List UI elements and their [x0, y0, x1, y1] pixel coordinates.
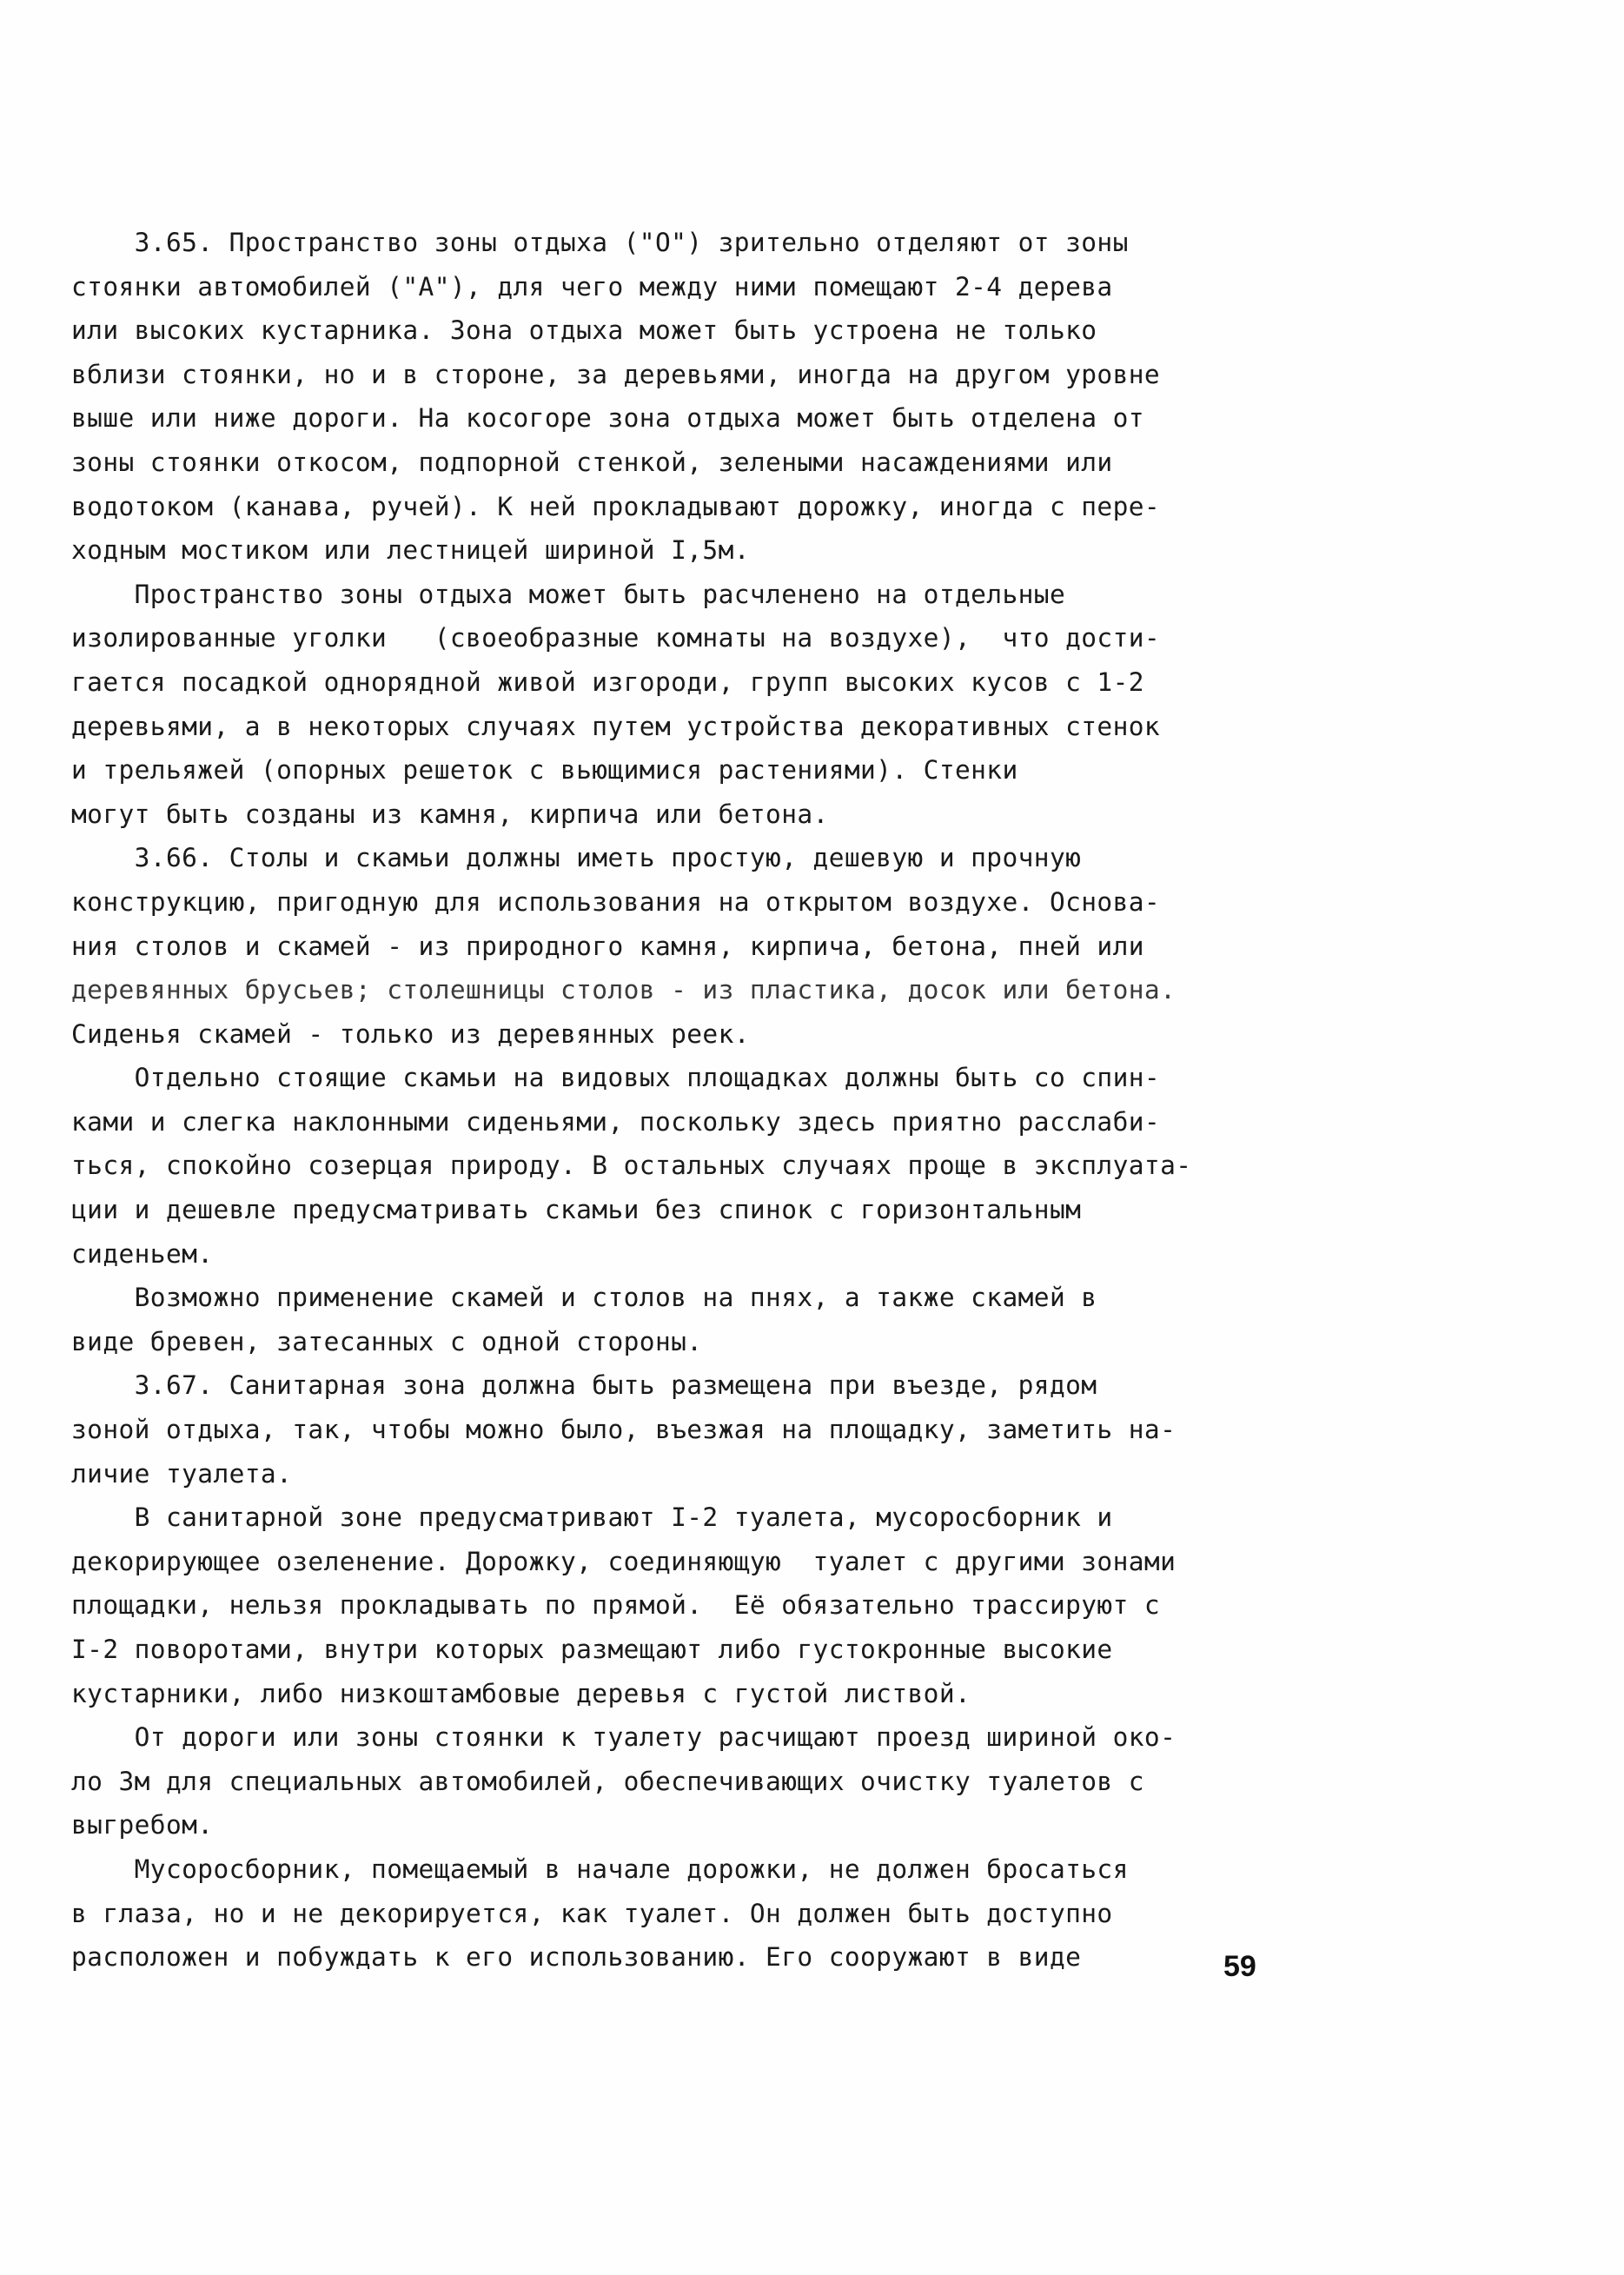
text-line: 3.66. Столы и скамьи должны иметь простую, дешевую и прочную — [71, 843, 1082, 873]
text-line: 3.65. Пространство зоны отдыха ("О") зрительно отделяют от зоны — [71, 228, 1129, 257]
text-line: В санитарной зоне предусматривают I-2 туалета, мусоросборник и — [71, 1502, 1113, 1533]
text-line: декорирующее озеленение. Дорожку, соединяющую туалет с другими зонами — [71, 1546, 1177, 1576]
text-line: зоной отдыха, так, чтобы можно было, въезжая на площадку, заметить на- — [71, 1415, 1177, 1445]
text-line: деревьями, а в некоторых случаях путем устройства декоративных стенок — [71, 711, 1161, 741]
text-line: Отдельно стоящие скамьи на видовых площадках должны быть со спин- — [71, 1063, 1161, 1093]
page-number: 59 — [1223, 1950, 1256, 1983]
text-line: вблизи стоянки, но и в стороне, за деревьями, иногда на другом уровне — [71, 359, 1161, 389]
text-line: зоны стоянки откосом, подпорной стенкой, зелеными насаждениями или — [71, 447, 1113, 477]
text-line: изолированные уголки (своеобразные комнаты на воздухе), что дости- — [71, 623, 1161, 653]
text-line: Пространство зоны отдыха может быть расчленено на отдельные — [71, 579, 1066, 609]
text-line: площадки, нельзя прокладывать по прямой. Её обязательно трассируют с — [71, 1590, 1161, 1621]
text-line: водотоком (канава, ручей). К ней прокладывают дорожку, иногда с пере- — [71, 491, 1161, 521]
text-line: I-2 поворотами, внутри которых размещают либо густокронные высокие — [71, 1635, 1113, 1664]
text-line: или высоких кустарника. Зона отдыха может быть устроена не только — [71, 315, 1097, 346]
body-text — [71, 221, 1288, 1980]
text-line: выгребом. — [71, 1810, 214, 1841]
text-line: кустарники, либо низкоштамбовые деревья с густой листвой. — [71, 1678, 971, 1708]
text-line: деревянных брусьев; столешницы столов - из пластика, досок или бетона. — [71, 975, 1177, 1005]
text-line: стоянки автомобилей ("А"), для чего между ними помещают 2-4 дерева — [71, 271, 1113, 302]
text-line: расположен и побуждать к его использованию. Его сооружают в виде — [71, 1942, 1082, 1973]
text-line: могут быть созданы из камня, кирпича или бетона. — [71, 799, 829, 829]
text-line: ться, спокойно созерцая природу. В остальных случаях проще в эксплуата- — [71, 1151, 1192, 1181]
text-line: Возможно применение скамей и столов на пнях, а также скамей в — [71, 1283, 1097, 1313]
text-line: ло 3м для специальных автомобилей, обеспечивающих очистку туалетов с — [71, 1766, 1144, 1796]
text-line: Мусоросборник, помещаемый в начале дорожки, не должен бросаться — [71, 1854, 1129, 1884]
text-line: ходным мостиком или лестницей шириной I,5м. — [71, 535, 750, 566]
text-line: в глаза, но и не декорируется, как туалет. Он должен быть доступно — [71, 1898, 1113, 1928]
text-line: и трельяжей (опорных решеток с вьющимися растениями). Стенки — [71, 755, 1018, 786]
text-line: выше или ниже дороги. На косогоре зона отдыха может быть отделена от — [71, 403, 1144, 434]
text-line: конструкцию, пригодную для использования на открытом воздухе. Основа- — [71, 886, 1161, 917]
text-line: личие туалета. — [71, 1458, 293, 1489]
text-line: Сиденья скамей - только из деревянных реек. — [71, 1018, 750, 1049]
text-line: 3.67. Санитарная зона должна быть размещена при въезде, рядом — [71, 1370, 1097, 1401]
text-line: ния столов и скамей - из природного камня, кирпича, бетона, пней или — [71, 931, 1144, 961]
text-line: гается посадкой однорядной живой изгороди, групп высоких кусов с 1-2 — [71, 667, 1144, 697]
text-line: От дороги или зоны стоянки к туалету расчищают проезд шириной око- — [71, 1722, 1177, 1753]
text-line: ции и дешевле предусматривать скамьи без спинок с горизонтальным — [71, 1195, 1082, 1225]
text-line: сиденьем. — [71, 1238, 214, 1269]
text-line: ками и слегка наклонными сиденьями, поскольку здесь приятно расслаби- — [71, 1106, 1161, 1137]
text-line: виде бревен, затесанных с одной стороны. — [71, 1326, 703, 1356]
